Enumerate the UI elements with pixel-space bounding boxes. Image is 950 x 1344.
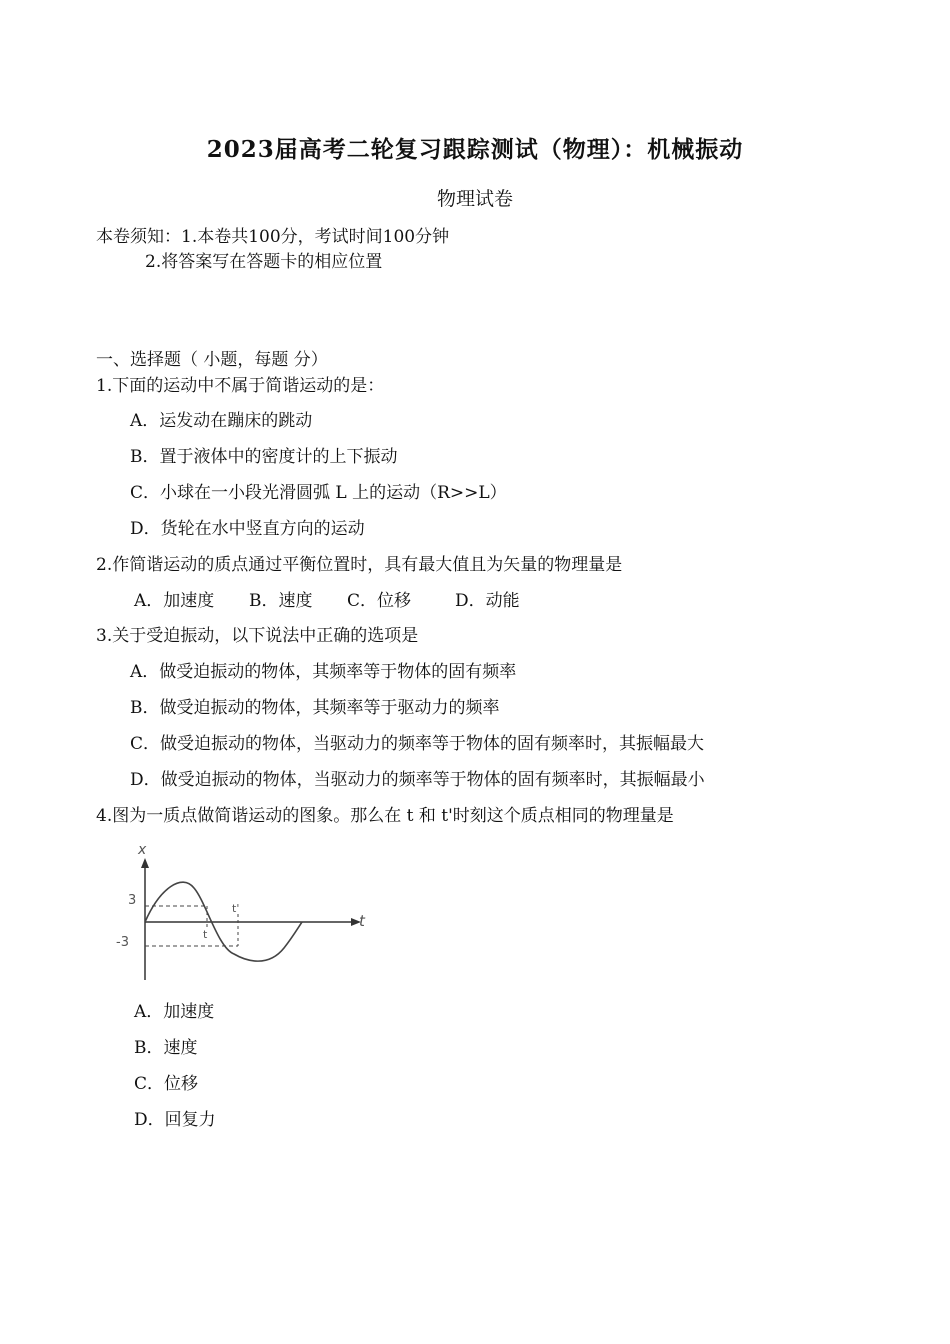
question-1-stem: 1.下面的运动中不属于简谐运动的是： bbox=[96, 376, 385, 396]
question-3-option-b: B．做受迫振动的物体，其频率等于驱动力的频率 bbox=[130, 698, 500, 718]
question-1-option-b: B．置于液体中的密度计的上下振动 bbox=[130, 447, 398, 467]
question-1-option-a: A．运发动在蹦床的跳动 bbox=[130, 411, 313, 431]
mark-label-t: t bbox=[203, 928, 208, 941]
tick-label-3: 3 bbox=[128, 893, 137, 908]
y-axis-label: x bbox=[138, 842, 147, 858]
question-4-option-d: D．回复力 bbox=[134, 1110, 216, 1130]
tick-label-minus-3: -3 bbox=[116, 935, 129, 950]
question-1-option-c: C．小球在一小段光滑圆弧 L 上的运动（R>>L） bbox=[130, 483, 507, 503]
displacement-time-graph bbox=[108, 838, 383, 990]
question-4-stem: 4.图为一质点做简谐运动的图象。那么在 t 和 t'时刻这个质点相同的物理量是 bbox=[96, 806, 674, 826]
page-subtitle: 物理试卷 bbox=[436, 188, 513, 210]
question-4-option-a: A．加速度 bbox=[134, 1002, 215, 1022]
page-title: 2023届高考二轮复习跟踪测试（物理）：机械振动 bbox=[206, 136, 744, 163]
question-3-stem: 3.关于受迫振动，以下说法中正确的选项是 bbox=[96, 626, 419, 646]
question-4-option-c: C．位移 bbox=[134, 1074, 199, 1094]
y-axis-arrow bbox=[141, 858, 149, 868]
notice-line-1: 本卷须知：1.本卷共100分，考试时间100分钟 bbox=[96, 227, 450, 247]
question-3-option-c: C．做受迫振动的物体，当驱动力的频率等于物体的固有频率时，其振幅最大 bbox=[130, 734, 705, 754]
question-2-option-c: C．位移 bbox=[347, 591, 412, 611]
x-axis-label: t bbox=[359, 912, 365, 930]
question-3-option-d: D．做受迫振动的物体，当驱动力的频率等于物体的固有频率时，其振幅最小 bbox=[130, 770, 705, 790]
section-heading: 一、选择题（ 小题，每题 分） bbox=[96, 350, 328, 370]
question-2-option-d: D．动能 bbox=[455, 591, 520, 611]
notice-line-2: 2.将答案写在答题卡的相应位置 bbox=[145, 252, 383, 272]
question-4-option-b: B．速度 bbox=[134, 1038, 198, 1058]
question-2-option-a: A．加速度 bbox=[134, 591, 215, 611]
question-2-option-b: B．速度 bbox=[249, 591, 313, 611]
mark-label-t-prime: t' bbox=[232, 902, 240, 915]
question-1-option-d: D．货轮在水中竖直方向的运动 bbox=[130, 519, 365, 539]
question-2-stem: 2.作简谐运动的质点通过平衡位置时，具有最大值且为矢量的物理量是 bbox=[96, 555, 623, 575]
question-3-option-a: A．做受迫振动的物体，其频率等于物体的固有频率 bbox=[130, 662, 517, 682]
